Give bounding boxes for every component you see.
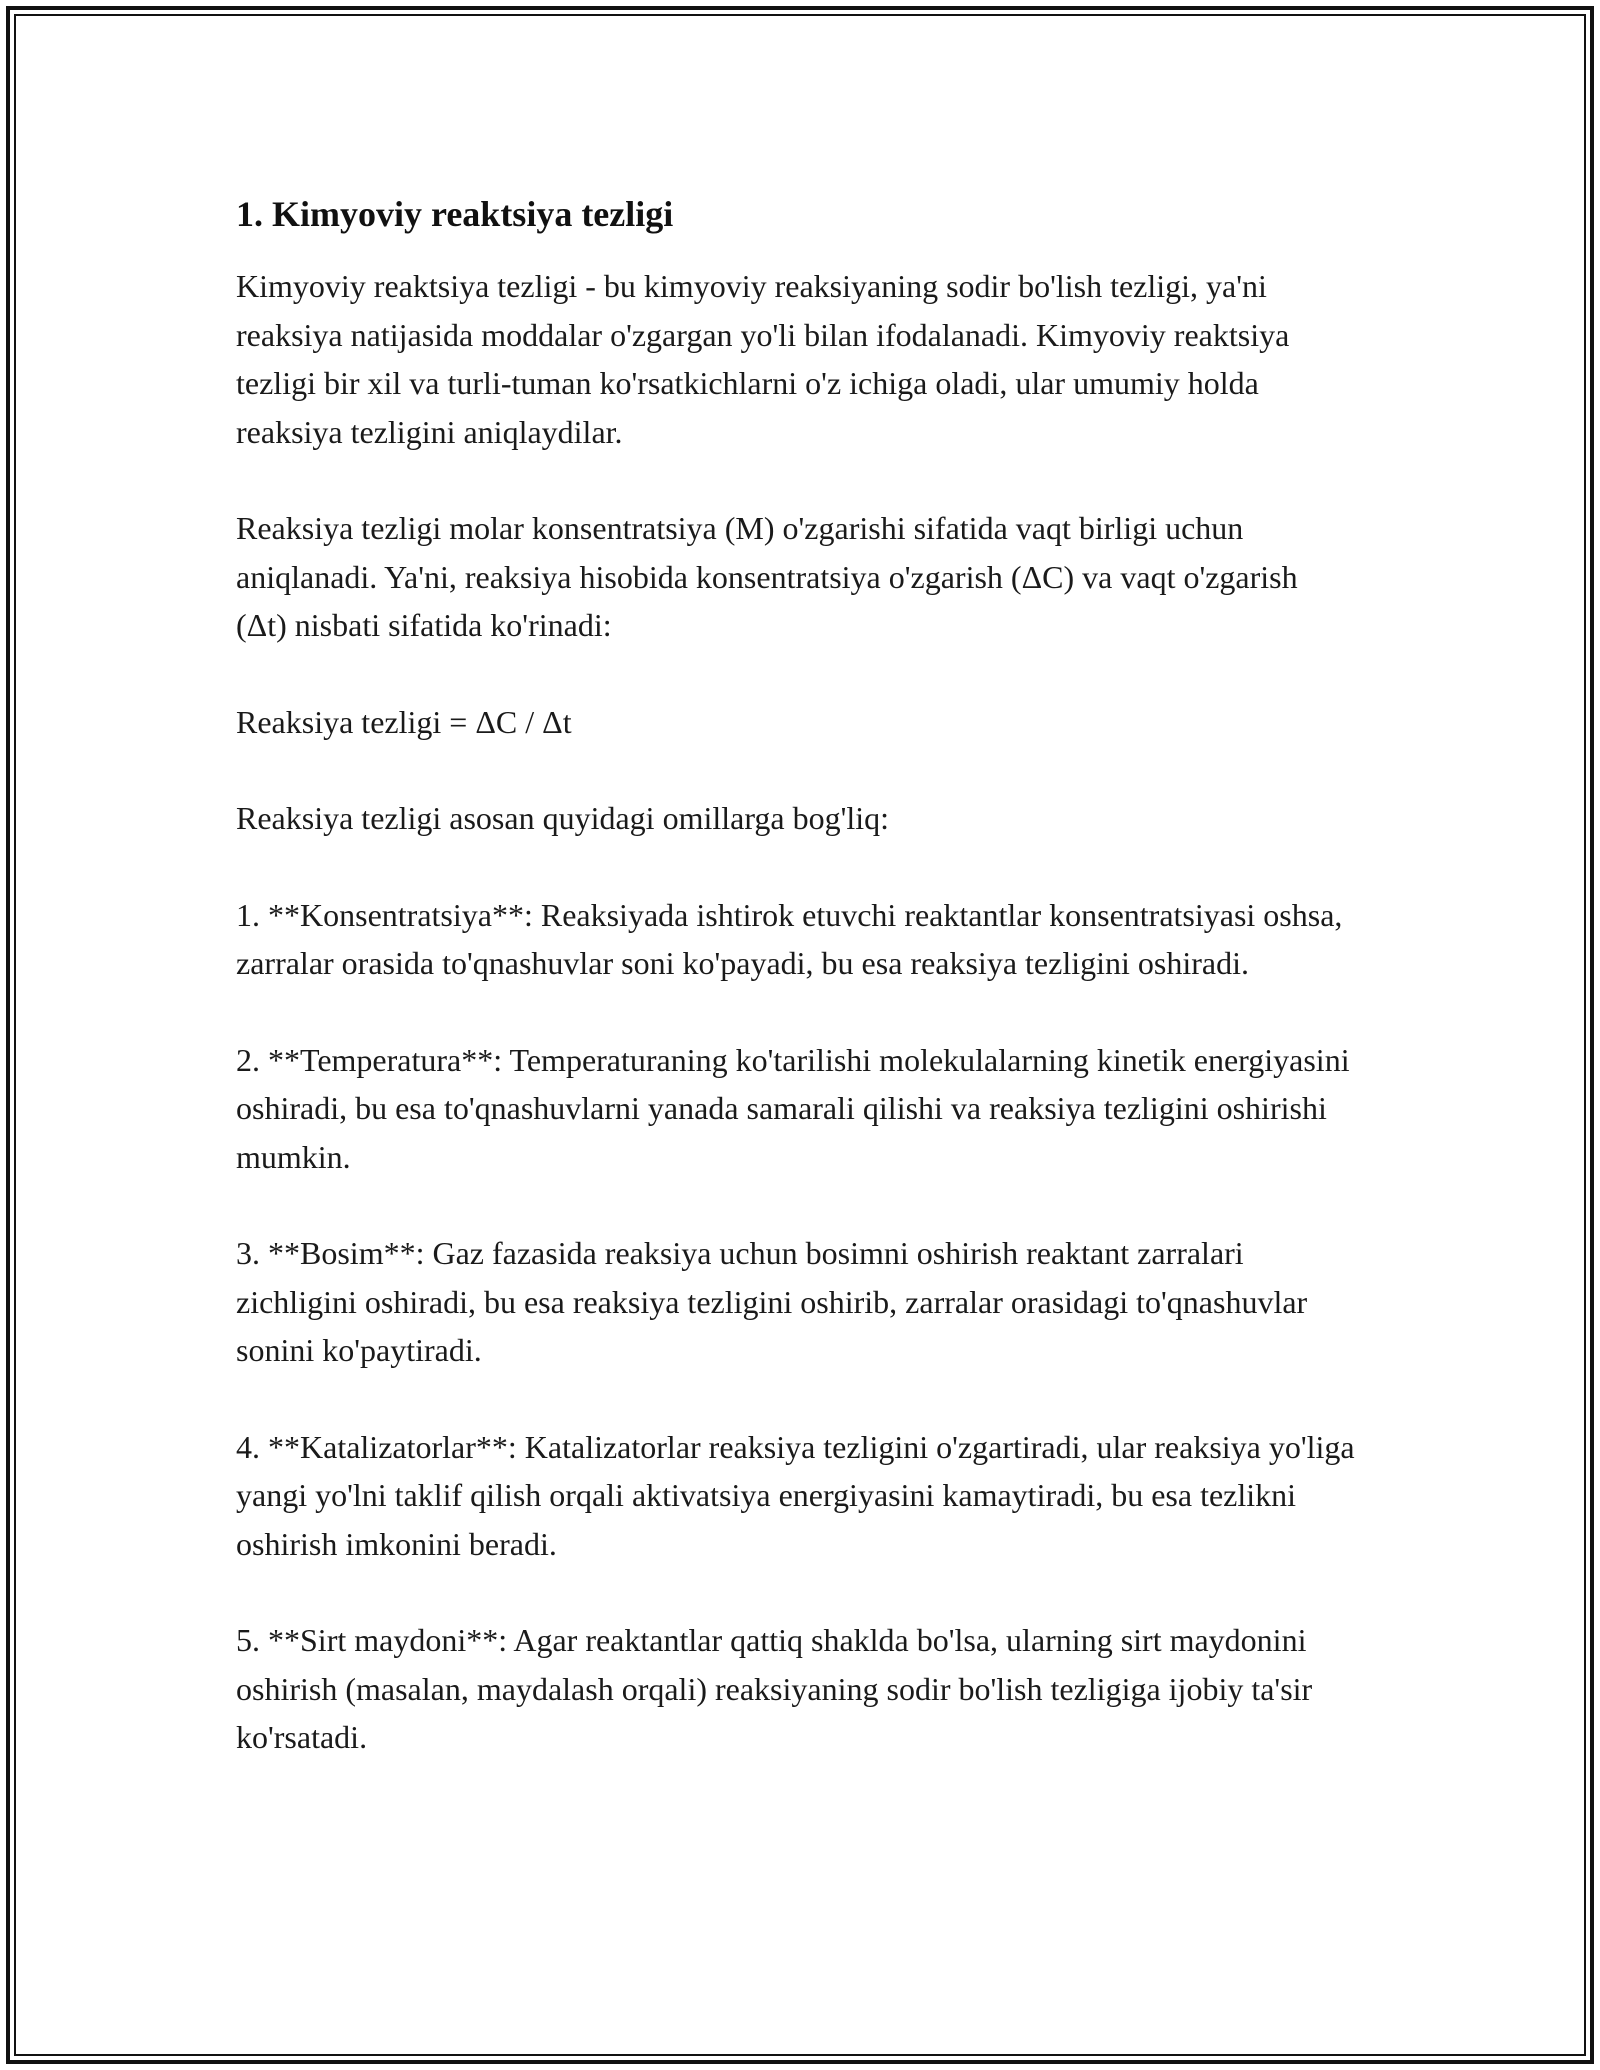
- document-body: [236, 188, 1356, 1810]
- definition-paragraph: Reaksiya tezligi molar konsentratsiya (M) o'zgarishi sifatida vaqt birligi uchun aniqlanadi. Ya'ni, reaksiya hisobida konsentratsiya o'zgarish (ΔC) va vaqt o'zgarish (Δt) nisbati sifatida ko'rinadi:: [236, 510, 1298, 643]
- factor-item-concentration: 1. **Konsentratsiya**: Reaksiyada ishtirok etuvchi reaktantlar konsentratsiyasi oshsa, zarralar orasida to'qnashuvlar soni ko'payadi, bu esa reaksiya tezligini oshiradi.: [236, 896, 1343, 981]
- factor-item-surface-area: 5. **Sirt maydoni**: Agar reaktantlar qattiq shaklda bo'lsa, ularning sirt maydonini oshirish (masalan, maydalash orqali) reaksiyaning sodir bo'lish tezligiga ijobiy ta'sir ko'rsatadi.: [236, 1622, 1313, 1755]
- factor-item-temperature: 2. **Temperatura**: Temperaturaning ko'tarilishi molekulalarning kinetik energiyasini oshiradi, bu esa to'qnashuvlarni yanada samarali qilishi va reaksiya tezligini oshirishi mumkin.: [236, 1041, 1350, 1175]
- section-heading: 1. Kimyoviy reaktsiya tezligi: [236, 194, 674, 234]
- factors-intro: Reaksiya tezligi asosan quyidagi omillarga bog'liq:: [236, 800, 890, 836]
- intro-paragraph: Kimyoviy reaktsiya tezligi - bu kimyoviy reaksiyaning sodir bo'lish tezligi, ya'ni reaksiya natijasida moddalar o'zgargan yo'li bilan ifodalanadi. Kimyoviy reaktsiya tezligi bir xil va turli-tuman ko'rsatkichlarni o'z ichiga oladi, ular umumiy holda reaksiya tezligini aniqlaydilar.: [236, 268, 1290, 450]
- factor-item-catalysts: 4. **Katalizatorlar**: Katalizatorlar reaksiya tezligini o'zgartiradi, ular reaksiya yo'liga yangi yo'lni taklif qilish orqali aktivatsiya energiyasini kamaytiradi, bu esa tezlikni oshirish imkonini beradi.: [236, 1428, 1355, 1562]
- formula-line: Reaksiya tezligi = ΔC / Δt: [236, 703, 572, 740]
- factor-item-pressure: 3. **Bosim**: Gaz fazasida reaksiya uchun bosimni oshirish reaktant zarralari zichligini oshiradi, bu esa reaksiya tezligini oshirib, zarralar orasidagi to'qnashuvlar sonini ko'paytiradi.: [236, 1235, 1308, 1368]
